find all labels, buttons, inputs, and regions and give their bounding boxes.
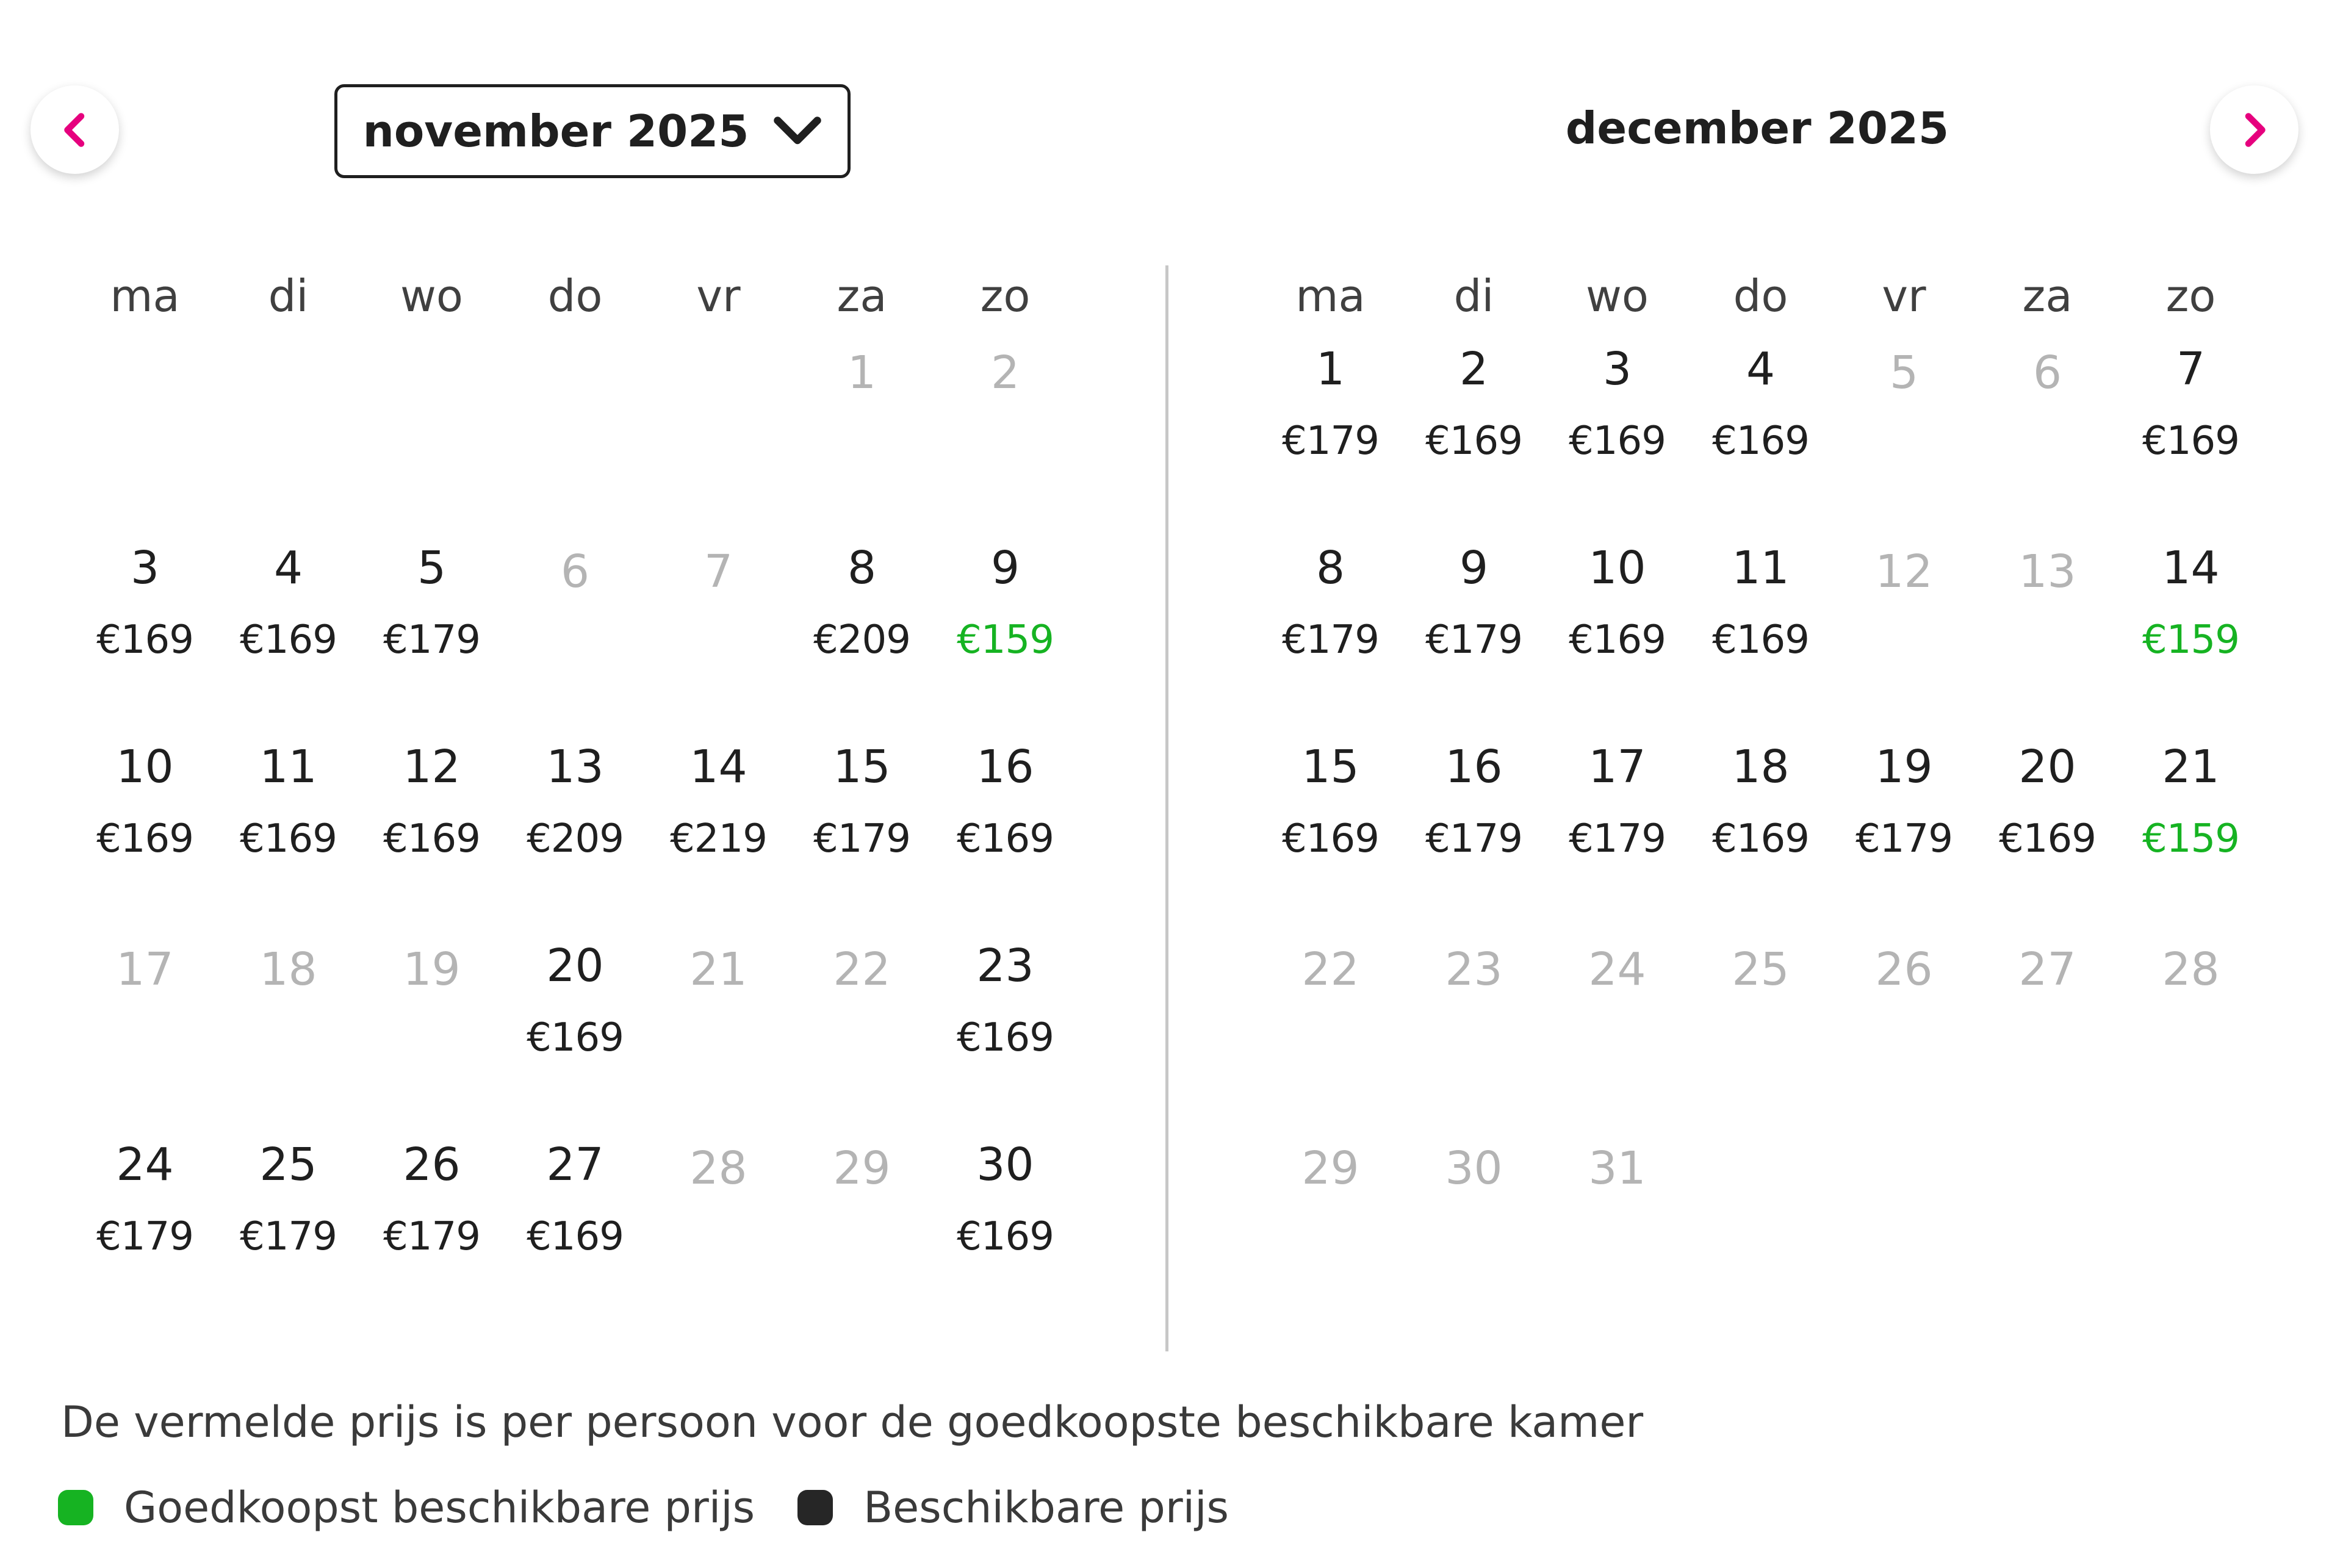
day-cell-nov-25[interactable] — [217, 1131, 360, 1330]
previous-month-button[interactable] — [31, 85, 119, 174]
day-price: €179 — [240, 1214, 337, 1259]
day-number: 3 — [130, 542, 160, 594]
empty-day-cell — [647, 336, 790, 534]
weekday-vr: vr — [1882, 270, 1926, 322]
day-cell-dec-4[interactable] — [1689, 336, 1832, 534]
day-cell-nov-28 — [647, 1131, 790, 1330]
day-cell-dec-13 — [1976, 534, 2119, 733]
day-cell-nov-30[interactable] — [934, 1131, 1077, 1330]
day-cell-dec-27 — [1976, 932, 2119, 1131]
day-number: 11 — [1732, 542, 1790, 594]
weekday-ma: ma — [1295, 270, 1366, 322]
day-price: €179 — [1569, 816, 1666, 861]
empty-day-cell — [73, 336, 217, 534]
day-cell-nov-29 — [790, 1131, 934, 1330]
weekday-wo: wo — [1586, 270, 1649, 322]
day-cell-dec-2[interactable] — [1402, 336, 1546, 534]
day-number: 17 — [116, 943, 174, 996]
day-number: 10 — [1588, 542, 1646, 594]
day-cell-nov-15[interactable] — [790, 733, 934, 932]
day-number: 11 — [259, 741, 317, 793]
day-number: 28 — [689, 1142, 747, 1195]
day-cell-dec-24 — [1546, 932, 1689, 1131]
day-price: €179 — [1425, 816, 1522, 861]
day-cell-nov-27[interactable] — [503, 1131, 647, 1330]
day-cell-nov-1 — [790, 336, 934, 534]
day-number: 23 — [976, 940, 1034, 992]
weekday-di: di — [1453, 270, 1494, 322]
day-price: €179 — [383, 1214, 480, 1259]
day-number: 9 — [990, 542, 1020, 594]
day-number: 6 — [560, 545, 590, 598]
day-number: 25 — [259, 1138, 317, 1191]
day-cell-dec-21[interactable] — [2119, 733, 2262, 932]
day-cell-dec-25 — [1689, 932, 1832, 1131]
day-cell-nov-14[interactable] — [647, 733, 790, 932]
day-price: €169 — [1569, 617, 1666, 663]
day-price: €169 — [240, 617, 337, 663]
day-price: €169 — [240, 816, 337, 861]
day-number: 19 — [403, 943, 461, 996]
day-number: 18 — [259, 943, 317, 996]
cheapest-price: €159 — [2142, 617, 2239, 663]
legend-label-available: Beschikbare prijs — [863, 1483, 1229, 1533]
day-cell-nov-10[interactable] — [73, 733, 217, 932]
day-cell-nov-17 — [73, 932, 217, 1131]
chevron-right-icon — [2236, 112, 2273, 148]
month-select-label: november 2025 — [362, 106, 749, 157]
day-cell-nov-24[interactable] — [73, 1131, 217, 1330]
weekday-do: do — [547, 270, 603, 322]
day-cell-dec-3[interactable] — [1546, 336, 1689, 534]
weekday-za: za — [2022, 270, 2073, 322]
day-cell-dec-26 — [1832, 932, 1976, 1131]
day-price: €169 — [96, 816, 193, 861]
chevron-left-icon — [57, 112, 93, 148]
cheapest-dot-icon — [58, 1490, 93, 1525]
day-number: 5 — [417, 542, 447, 594]
legend-item-available — [797, 1483, 1229, 1533]
day-number: 1 — [1315, 343, 1345, 395]
day-price: €169 — [1999, 816, 2096, 861]
day-number: 14 — [689, 741, 747, 793]
day-number: 13 — [2018, 545, 2076, 598]
day-cell-dec-30 — [1402, 1131, 1546, 1330]
day-price: €169 — [957, 1015, 1054, 1060]
day-number: 1 — [847, 347, 877, 399]
day-number: 7 — [704, 545, 733, 598]
weekday-za: za — [837, 270, 887, 322]
day-cell-dec-22 — [1259, 932, 1402, 1131]
empty-day-cell — [503, 336, 647, 534]
day-price: €169 — [1712, 816, 1809, 861]
day-number: 4 — [1746, 343, 1776, 395]
day-number: 6 — [2032, 347, 2062, 399]
day-number: 13 — [546, 741, 604, 793]
day-cell-nov-5[interactable] — [360, 534, 503, 733]
weekday-di: di — [268, 270, 309, 322]
day-price: €209 — [813, 617, 910, 663]
day-cell-dec-10[interactable] — [1546, 534, 1689, 733]
day-price: €169 — [1569, 419, 1666, 464]
day-number: 18 — [1732, 741, 1790, 793]
day-number: 14 — [2162, 542, 2220, 594]
day-number: 22 — [833, 943, 891, 996]
day-number: 24 — [116, 1138, 174, 1191]
day-number: 29 — [1301, 1142, 1359, 1195]
day-cell-dec-12 — [1832, 534, 1976, 733]
day-price: €169 — [1712, 419, 1809, 464]
day-price: €179 — [383, 617, 480, 663]
day-number: 17 — [1588, 741, 1646, 793]
day-cell-dec-15[interactable] — [1259, 733, 1402, 932]
empty-day-cell — [217, 336, 360, 534]
day-price: €169 — [2142, 419, 2239, 464]
day-number: 31 — [1588, 1142, 1646, 1195]
price-legend — [58, 1483, 1272, 1533]
day-price: €209 — [527, 816, 624, 861]
day-number: 26 — [1875, 943, 1933, 996]
day-cell-nov-11[interactable] — [217, 733, 360, 932]
day-price: €179 — [1855, 816, 1952, 861]
next-month-button[interactable] — [2210, 85, 2298, 174]
weekday-vr: vr — [696, 270, 741, 322]
day-price: €169 — [96, 617, 193, 663]
day-number: 30 — [976, 1138, 1034, 1191]
day-cell-nov-12[interactable] — [360, 733, 503, 932]
calendar-grid-november — [73, 256, 1077, 1330]
day-number: 28 — [2162, 943, 2220, 996]
month-title-december: december 2025 — [1565, 102, 1949, 154]
day-cell-dec-31 — [1546, 1131, 1689, 1330]
day-price: €179 — [1282, 419, 1379, 464]
day-number: 2 — [1459, 343, 1489, 395]
day-number: 23 — [1445, 943, 1503, 996]
day-number: 27 — [546, 1138, 604, 1191]
month-select-dropdown[interactable] — [334, 84, 851, 178]
day-cell-nov-8[interactable] — [790, 534, 934, 733]
day-cell-nov-20[interactable] — [503, 932, 647, 1131]
day-number: 3 — [1602, 343, 1632, 395]
day-cell-dec-5 — [1832, 336, 1976, 534]
day-cell-nov-7 — [647, 534, 790, 733]
day-cell-dec-6 — [1976, 336, 2119, 534]
day-price: €169 — [527, 1015, 624, 1060]
day-number: 15 — [833, 741, 891, 793]
chevron-down-icon — [773, 116, 822, 146]
day-number: 5 — [1889, 347, 1919, 399]
day-price: €169 — [1425, 419, 1522, 464]
day-cell-dec-9[interactable] — [1402, 534, 1546, 733]
day-cell-dec-18[interactable] — [1689, 733, 1832, 932]
day-cell-nov-4[interactable] — [217, 534, 360, 733]
day-number: 8 — [1315, 542, 1345, 594]
day-number: 24 — [1588, 943, 1646, 996]
day-number: 19 — [1875, 741, 1933, 793]
day-number: 9 — [1459, 542, 1489, 594]
day-cell-nov-19 — [360, 932, 503, 1131]
day-number: 20 — [546, 940, 604, 992]
day-price: €179 — [1282, 617, 1379, 663]
day-cell-nov-13[interactable] — [503, 733, 647, 932]
day-price: €169 — [1282, 816, 1379, 861]
day-cell-nov-9[interactable] — [934, 534, 1077, 733]
day-cell-nov-21 — [647, 932, 790, 1131]
day-number: 10 — [116, 741, 174, 793]
calendar-grid-december — [1259, 256, 2262, 1330]
day-price: €169 — [957, 1214, 1054, 1259]
day-cell-dec-17[interactable] — [1546, 733, 1689, 932]
day-cell-nov-2 — [934, 336, 1077, 534]
day-number: 26 — [403, 1138, 461, 1191]
day-number: 20 — [2018, 741, 2076, 793]
day-cell-dec-14[interactable] — [2119, 534, 2262, 733]
day-price: €169 — [1712, 617, 1809, 663]
legend-item-cheapest — [58, 1483, 755, 1533]
available-dot-icon — [797, 1490, 833, 1525]
day-cell-nov-6 — [503, 534, 647, 733]
day-price: €219 — [670, 816, 767, 861]
day-cell-dec-23 — [1402, 932, 1546, 1131]
day-number: 12 — [1875, 545, 1933, 598]
day-cell-dec-7[interactable] — [2119, 336, 2262, 534]
day-cell-nov-26[interactable] — [360, 1131, 503, 1330]
day-number: 12 — [403, 741, 461, 793]
day-number: 21 — [2162, 741, 2220, 793]
weekday-zo: zo — [980, 270, 1031, 322]
month-divider — [1165, 265, 1168, 1351]
day-cell-dec-29 — [1259, 1131, 1402, 1330]
day-number: 8 — [847, 542, 877, 594]
day-price: €179 — [1425, 617, 1522, 663]
day-price: €169 — [383, 816, 480, 861]
legend-label-cheapest: Goedkoopst beschikbare prijs — [124, 1483, 755, 1533]
day-number: 7 — [2176, 343, 2206, 395]
day-price: €179 — [96, 1214, 193, 1259]
day-cell-nov-18 — [217, 932, 360, 1131]
day-cell-nov-23[interactable] — [934, 932, 1077, 1131]
day-cell-nov-3[interactable] — [73, 534, 217, 733]
weekday-wo: wo — [400, 270, 463, 322]
day-cell-dec-19[interactable] — [1832, 733, 1976, 932]
day-price: €179 — [813, 816, 910, 861]
day-number: 30 — [1445, 1142, 1503, 1195]
weekday-zo: zo — [2165, 270, 2216, 322]
cheapest-price: €159 — [2142, 816, 2239, 861]
price-note: De vermelde prijs is per persoon voor de goedkoopste beschikbare kamer — [61, 1397, 1644, 1447]
day-number: 22 — [1301, 943, 1359, 996]
day-cell-dec-8[interactable] — [1259, 534, 1402, 733]
weekday-do: do — [1733, 270, 1788, 322]
day-cell-dec-16[interactable] — [1402, 733, 1546, 932]
day-cell-dec-1[interactable] — [1259, 336, 1402, 534]
empty-day-cell — [360, 336, 503, 534]
day-cell-dec-20[interactable] — [1976, 733, 2119, 932]
day-cell-nov-16[interactable] — [934, 733, 1077, 932]
day-number: 27 — [2018, 943, 2076, 996]
weekday-ma: ma — [110, 270, 180, 322]
day-cell-dec-28 — [2119, 932, 2262, 1131]
day-number: 29 — [833, 1142, 891, 1195]
cheapest-price: €159 — [957, 617, 1054, 663]
day-number: 15 — [1301, 741, 1359, 793]
day-number: 21 — [689, 943, 747, 996]
day-cell-dec-11[interactable] — [1689, 534, 1832, 733]
day-number: 4 — [273, 542, 303, 594]
day-cell-nov-22 — [790, 932, 934, 1131]
day-price: €169 — [957, 816, 1054, 861]
day-price: €169 — [527, 1214, 624, 1259]
day-number: 25 — [1732, 943, 1790, 996]
day-number: 2 — [990, 347, 1020, 399]
day-number: 16 — [1445, 741, 1503, 793]
day-number: 16 — [976, 741, 1034, 793]
